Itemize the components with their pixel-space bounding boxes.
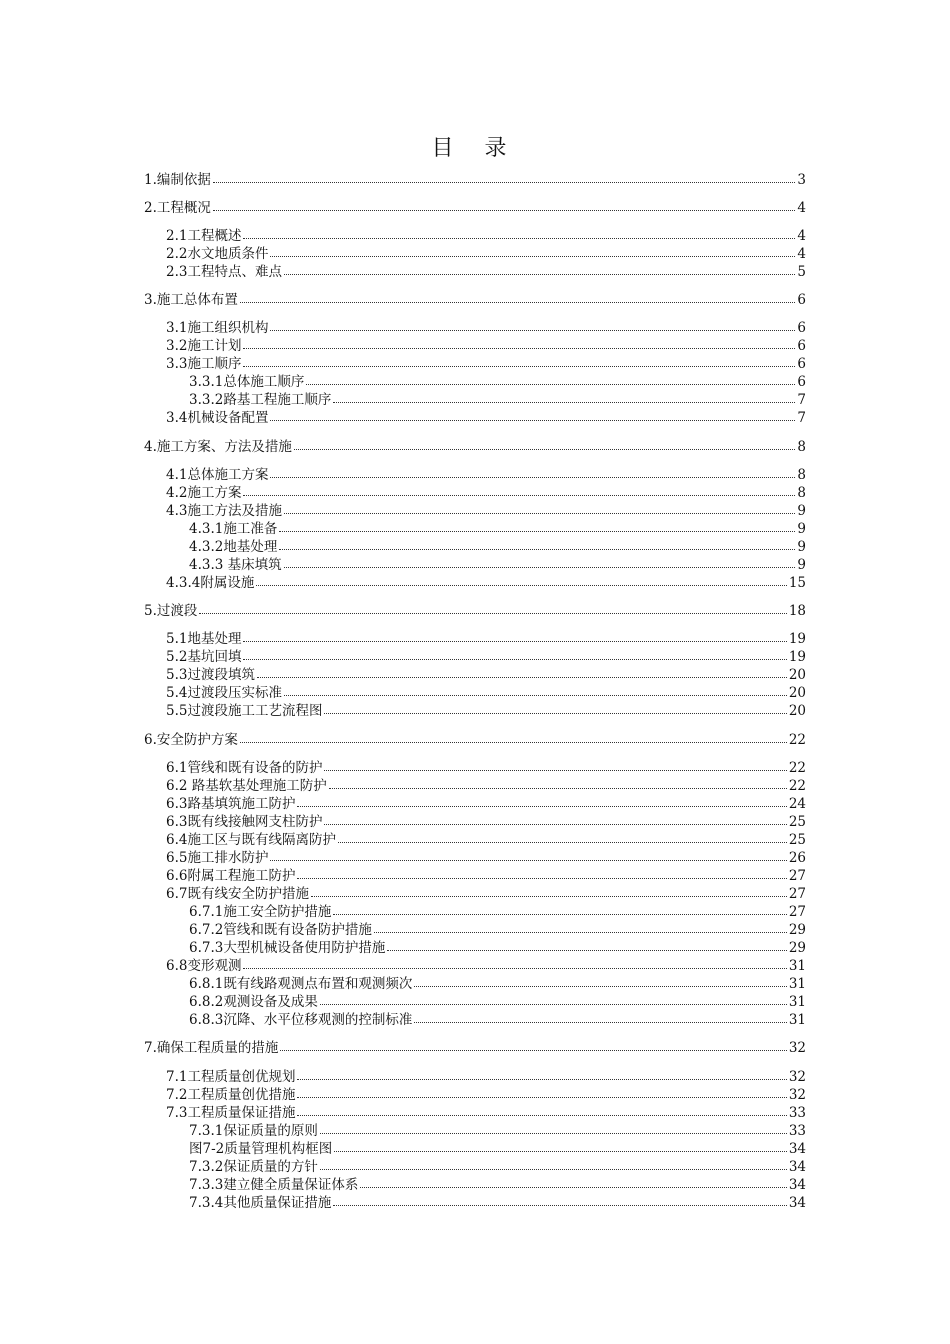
toc-entry-label: 7.3工程质量保证措施 xyxy=(166,1105,296,1121)
toc-dot-leader xyxy=(320,991,787,1005)
toc-entry-label: 3.3.1总体施工顺序 xyxy=(189,374,305,390)
toc-entry-page-number: 9 xyxy=(797,503,806,519)
toc-entry-page-number: 22 xyxy=(788,760,806,776)
toc-entry[interactable] xyxy=(144,730,806,748)
toc-entry[interactable] xyxy=(166,776,806,794)
toc-entry[interactable] xyxy=(166,318,806,336)
toc-entry[interactable] xyxy=(189,902,806,920)
toc-entry-page-number: 20 xyxy=(788,703,806,719)
toc-entry-label: 6.2 路基软基处理施工防护 xyxy=(166,778,327,794)
toc-entry-page-number: 6 xyxy=(797,320,806,336)
toc-entry[interactable] xyxy=(166,794,806,812)
toc-entry-page-number: 6 xyxy=(797,338,806,354)
toc-dot-leader xyxy=(333,1192,786,1206)
toc-entry[interactable] xyxy=(166,629,806,647)
toc-entry-label: 6.4施工区与既有线隔离防护 xyxy=(166,832,336,848)
toc-entry-label: 4.3.1施工准备 xyxy=(189,521,278,537)
toc-entry-label: 2.1工程概述 xyxy=(166,228,242,244)
toc-entry[interactable] xyxy=(166,956,806,974)
toc-entry-label: 7.3.2保证质量的方针 xyxy=(189,1159,318,1175)
toc-entry-page-number: 29 xyxy=(788,940,806,956)
toc-dot-leader xyxy=(333,901,786,915)
toc-entry[interactable] xyxy=(166,665,806,683)
toc-dot-leader xyxy=(284,500,795,514)
toc-dot-leader xyxy=(324,811,786,825)
toc-entry-label: 7.3.1保证质量的原则 xyxy=(189,1123,318,1139)
toc-entry-label: 7.确保工程质量的措施 xyxy=(144,1040,279,1056)
toc-entry-page-number: 26 xyxy=(788,850,806,866)
toc-entry-page-number: 32 xyxy=(788,1069,806,1085)
toc-entry-label: 6.7既有线安全防护措施 xyxy=(166,886,309,902)
toc-entry-page-number: 29 xyxy=(788,922,806,938)
toc-dot-leader xyxy=(270,847,786,861)
toc-dot-leader xyxy=(324,757,786,771)
toc-entry[interactable] xyxy=(166,483,806,501)
toc-entry-label: 4.3.4附属设施 xyxy=(166,575,255,591)
toc-entry-page-number: 9 xyxy=(797,521,806,537)
toc-entry-page-number: 9 xyxy=(797,539,806,555)
toc-dot-leader xyxy=(284,682,787,696)
toc-entry[interactable] xyxy=(189,974,806,992)
toc-dot-leader xyxy=(280,1037,786,1051)
toc-dot-leader xyxy=(284,261,795,275)
toc-entry[interactable] xyxy=(166,244,806,262)
toc-entry-page-number: 5 xyxy=(797,264,806,280)
toc-entry-label: 3.施工总体布置 xyxy=(144,292,238,308)
toc-dot-leader xyxy=(199,600,786,614)
toc-entry[interactable] xyxy=(189,519,806,537)
toc-entry-page-number: 34 xyxy=(788,1195,806,1211)
toc-entry-label: 6.7.1施工安全防护措施 xyxy=(189,904,332,920)
toc-entry-page-number: 22 xyxy=(788,778,806,794)
toc-entry-page-number: 20 xyxy=(788,667,806,683)
toc-entry-page-number: 8 xyxy=(797,439,806,455)
toc-dot-leader xyxy=(243,646,786,660)
toc-entry[interactable] xyxy=(166,354,806,372)
toc-entry-label: 6.5施工排水防护 xyxy=(166,850,269,866)
toc-entry-label: 6.7.3大型机械设备使用防护措施 xyxy=(189,940,386,956)
toc-dot-leader xyxy=(414,973,786,987)
toc-entry[interactable] xyxy=(166,1067,806,1085)
toc-dot-leader xyxy=(360,1174,786,1188)
toc-dot-leader xyxy=(297,1066,786,1080)
toc-dot-leader xyxy=(270,317,795,331)
toc-entry-label: 6.6附属工程施工防护 xyxy=(166,868,296,884)
toc-entry[interactable] xyxy=(166,408,806,426)
toc-entry-label: 4.1总体施工方案 xyxy=(166,467,269,483)
toc-entry-page-number: 27 xyxy=(788,886,806,902)
toc-entry-page-number: 6 xyxy=(797,374,806,390)
toc-entry-label: 4.施工方案、方法及措施 xyxy=(144,439,292,455)
toc-entry-label: 2.2水文地质条件 xyxy=(166,246,269,262)
toc-entry-page-number: 32 xyxy=(788,1087,806,1103)
toc-entry-label: 6.8.2观测设备及成果 xyxy=(189,994,318,1010)
toc-entry-label: 5.3过渡段填筑 xyxy=(166,667,255,683)
toc-entry-label: 6.1管线和既有设备的防护 xyxy=(166,760,323,776)
toc-entry[interactable] xyxy=(144,437,806,455)
toc-dot-leader xyxy=(279,518,795,532)
toc-entry-page-number: 15 xyxy=(788,575,806,591)
toc-entry-page-number: 33 xyxy=(788,1105,806,1121)
toc-dot-leader xyxy=(338,829,787,843)
toc-entry-label: 3.3.2路基工程施工顺序 xyxy=(189,392,332,408)
toc-entry[interactable] xyxy=(189,390,806,408)
toc-entry-page-number: 31 xyxy=(788,994,806,1010)
toc-entry-page-number: 7 xyxy=(797,410,806,426)
toc-entry-label: 6.8变形观测 xyxy=(166,958,242,974)
toc-entry-page-number: 31 xyxy=(788,958,806,974)
toc-entry[interactable] xyxy=(166,647,806,665)
toc-dot-leader xyxy=(297,793,786,807)
toc-entry[interactable] xyxy=(166,262,806,280)
toc-entry[interactable] xyxy=(189,920,806,938)
toc-entry-page-number: 31 xyxy=(788,1012,806,1028)
toc-entry[interactable] xyxy=(189,1139,806,1157)
toc-entry[interactable] xyxy=(144,198,806,216)
toc-entry-page-number: 34 xyxy=(788,1177,806,1193)
toc-entry-label: 3.2施工计划 xyxy=(166,338,242,354)
toc-entry-page-number: 24 xyxy=(788,796,806,812)
toc-entry-label: 6.8.1既有线路观测点布置和观测频次 xyxy=(189,976,413,992)
toc-entry-page-number: 19 xyxy=(788,631,806,647)
toc-dot-leader xyxy=(324,700,786,714)
toc-dot-leader xyxy=(279,536,795,550)
toc-entry-label: 6.7.2管线和既有设备防护措施 xyxy=(189,922,372,938)
toc-entry-page-number: 4 xyxy=(797,246,806,262)
toc-entry-page-number: 32 xyxy=(788,1040,806,1056)
toc-entry-page-number: 27 xyxy=(788,904,806,920)
toc-dot-leader xyxy=(213,197,796,211)
toc-entry-label: 7.3.4其他质量保证措施 xyxy=(189,1195,332,1211)
toc-entry-label: 4.3.3 基床填筑 xyxy=(189,557,282,573)
toc-entry[interactable] xyxy=(166,226,806,244)
toc-dot-leader xyxy=(243,482,795,496)
toc-entry-page-number: 4 xyxy=(797,200,806,216)
toc-entry-label: 5.4过渡段压实标准 xyxy=(166,685,282,701)
toc-entry-page-number: 25 xyxy=(788,832,806,848)
toc-dot-leader xyxy=(320,1156,787,1170)
toc-entry[interactable] xyxy=(166,501,806,519)
toc-entry-page-number: 22 xyxy=(788,732,806,748)
toc-entry[interactable] xyxy=(189,1193,806,1211)
toc-entry-label: 3.1施工组织机构 xyxy=(166,320,269,336)
toc-dot-leader xyxy=(270,243,795,257)
toc-entry[interactable] xyxy=(166,701,806,719)
toc-entry-page-number: 6 xyxy=(797,356,806,372)
toc-dot-leader xyxy=(329,775,787,789)
toc-entry-page-number: 33 xyxy=(788,1123,806,1139)
toc-entry[interactable] xyxy=(166,1103,806,1121)
toc-entry[interactable] xyxy=(144,601,806,619)
toc-entry-page-number: 8 xyxy=(797,485,806,501)
toc-entry-page-number: 27 xyxy=(788,868,806,884)
toc-entry[interactable] xyxy=(189,1157,806,1175)
toc-entry-page-number: 6 xyxy=(797,292,806,308)
toc-dot-leader xyxy=(257,664,787,678)
toc-entry-page-number: 34 xyxy=(788,1159,806,1175)
toc-entry-page-number: 18 xyxy=(788,603,806,619)
toc-dot-leader xyxy=(311,883,787,897)
toc-title: 目 录 xyxy=(431,136,519,161)
toc-dot-leader xyxy=(297,1102,786,1116)
toc-entry[interactable] xyxy=(166,336,806,354)
toc-entry-label: 5.过渡段 xyxy=(144,603,198,619)
toc-entry[interactable] xyxy=(166,830,806,848)
toc-entry[interactable] xyxy=(166,812,806,830)
toc-entry[interactable] xyxy=(166,758,806,776)
toc-dot-leader xyxy=(306,371,795,385)
toc-dot-leader xyxy=(240,289,796,303)
toc-entry-label: 4.3.2地基处理 xyxy=(189,539,278,555)
toc-dot-leader xyxy=(284,554,796,568)
toc-entry[interactable] xyxy=(189,1175,806,1193)
toc-entry[interactable] xyxy=(166,1085,806,1103)
toc-entry[interactable] xyxy=(166,573,806,591)
toc-entry-page-number: 9 xyxy=(797,557,806,573)
toc-entry-label: 图7-2质量管理机构框图 xyxy=(189,1141,333,1157)
toc-entry-label: 3.4机械设备配置 xyxy=(166,410,269,426)
toc-dot-leader xyxy=(243,955,786,969)
toc-entry[interactable] xyxy=(144,1038,806,1056)
toc-entry-label: 1.编制依据 xyxy=(144,172,211,188)
toc-dot-leader xyxy=(297,1084,786,1098)
toc-entry-label: 6.8.3沉降、水平位移观测的控制标准 xyxy=(189,1012,413,1028)
toc-dot-leader xyxy=(414,1009,786,1023)
toc-entry[interactable] xyxy=(189,992,806,1010)
toc-entry-page-number: 7 xyxy=(797,392,806,408)
toc-dot-leader xyxy=(387,937,786,951)
toc-entry[interactable] xyxy=(189,537,806,555)
toc-entry-label: 2.工程概况 xyxy=(144,200,211,216)
toc-entry-label: 2.3工程特点、难点 xyxy=(166,264,282,280)
toc-entry-label: 5.5过渡段施工工艺流程图 xyxy=(166,703,323,719)
toc-entry-label: 7.2工程质量创优措施 xyxy=(166,1087,296,1103)
toc-entry-label: 7.3.3建立健全质量保证体系 xyxy=(189,1177,359,1193)
toc-dot-leader xyxy=(243,335,795,349)
toc-entry-label: 6.3既有线接触网支柱防护 xyxy=(166,814,323,830)
toc-entry-label: 4.3施工方法及措施 xyxy=(166,503,282,519)
toc-entry-label: 6.3路基填筑施工防护 xyxy=(166,796,296,812)
toc-entry-label: 7.1工程质量创优规划 xyxy=(166,1069,296,1085)
toc-dot-leader xyxy=(270,464,795,478)
toc-entry-label: 6.安全防护方案 xyxy=(144,732,238,748)
toc-dot-leader xyxy=(334,1138,787,1152)
toc-entry-page-number: 25 xyxy=(788,814,806,830)
toc-dot-leader xyxy=(270,407,795,421)
toc-entry-label: 4.2施工方案 xyxy=(166,485,242,501)
toc-entry[interactable] xyxy=(189,555,806,573)
toc-entry[interactable] xyxy=(189,1010,806,1028)
toc-dot-leader xyxy=(320,1120,787,1134)
toc-entry[interactable] xyxy=(166,848,806,866)
toc-entry[interactable] xyxy=(189,938,806,956)
toc-entry-page-number: 3 xyxy=(797,172,806,188)
toc-dot-leader xyxy=(297,865,786,879)
toc-entry[interactable] xyxy=(166,683,806,701)
toc-dot-leader xyxy=(333,389,795,403)
toc-entry[interactable] xyxy=(189,372,806,390)
toc-entry[interactable] xyxy=(166,866,806,884)
toc-entry-page-number: 8 xyxy=(797,467,806,483)
toc-dot-leader xyxy=(374,919,787,933)
toc-dot-leader xyxy=(256,572,786,586)
toc-entry-label: 5.1地基处理 xyxy=(166,631,242,647)
toc-entry-page-number: 34 xyxy=(788,1141,806,1157)
toc-entry-label: 5.2基坑回填 xyxy=(166,649,242,665)
toc-entry-page-number: 19 xyxy=(788,649,806,665)
toc-entry[interactable] xyxy=(166,884,806,902)
toc-entry[interactable] xyxy=(166,465,806,483)
toc-dot-leader xyxy=(240,729,787,743)
toc-entry-label: 3.3施工顺序 xyxy=(166,356,242,372)
toc-dot-leader xyxy=(243,628,786,642)
toc-dot-leader xyxy=(243,353,795,367)
toc-entry-page-number: 20 xyxy=(788,685,806,701)
toc-entry-page-number: 31 xyxy=(788,976,806,992)
toc-dot-leader xyxy=(294,436,796,450)
toc-entry-page-number: 4 xyxy=(797,228,806,244)
toc-entry[interactable] xyxy=(144,170,806,188)
toc-dot-leader xyxy=(243,225,795,239)
toc-entry[interactable] xyxy=(189,1121,806,1139)
toc-dot-leader xyxy=(213,169,796,183)
toc-entry[interactable] xyxy=(144,290,806,308)
